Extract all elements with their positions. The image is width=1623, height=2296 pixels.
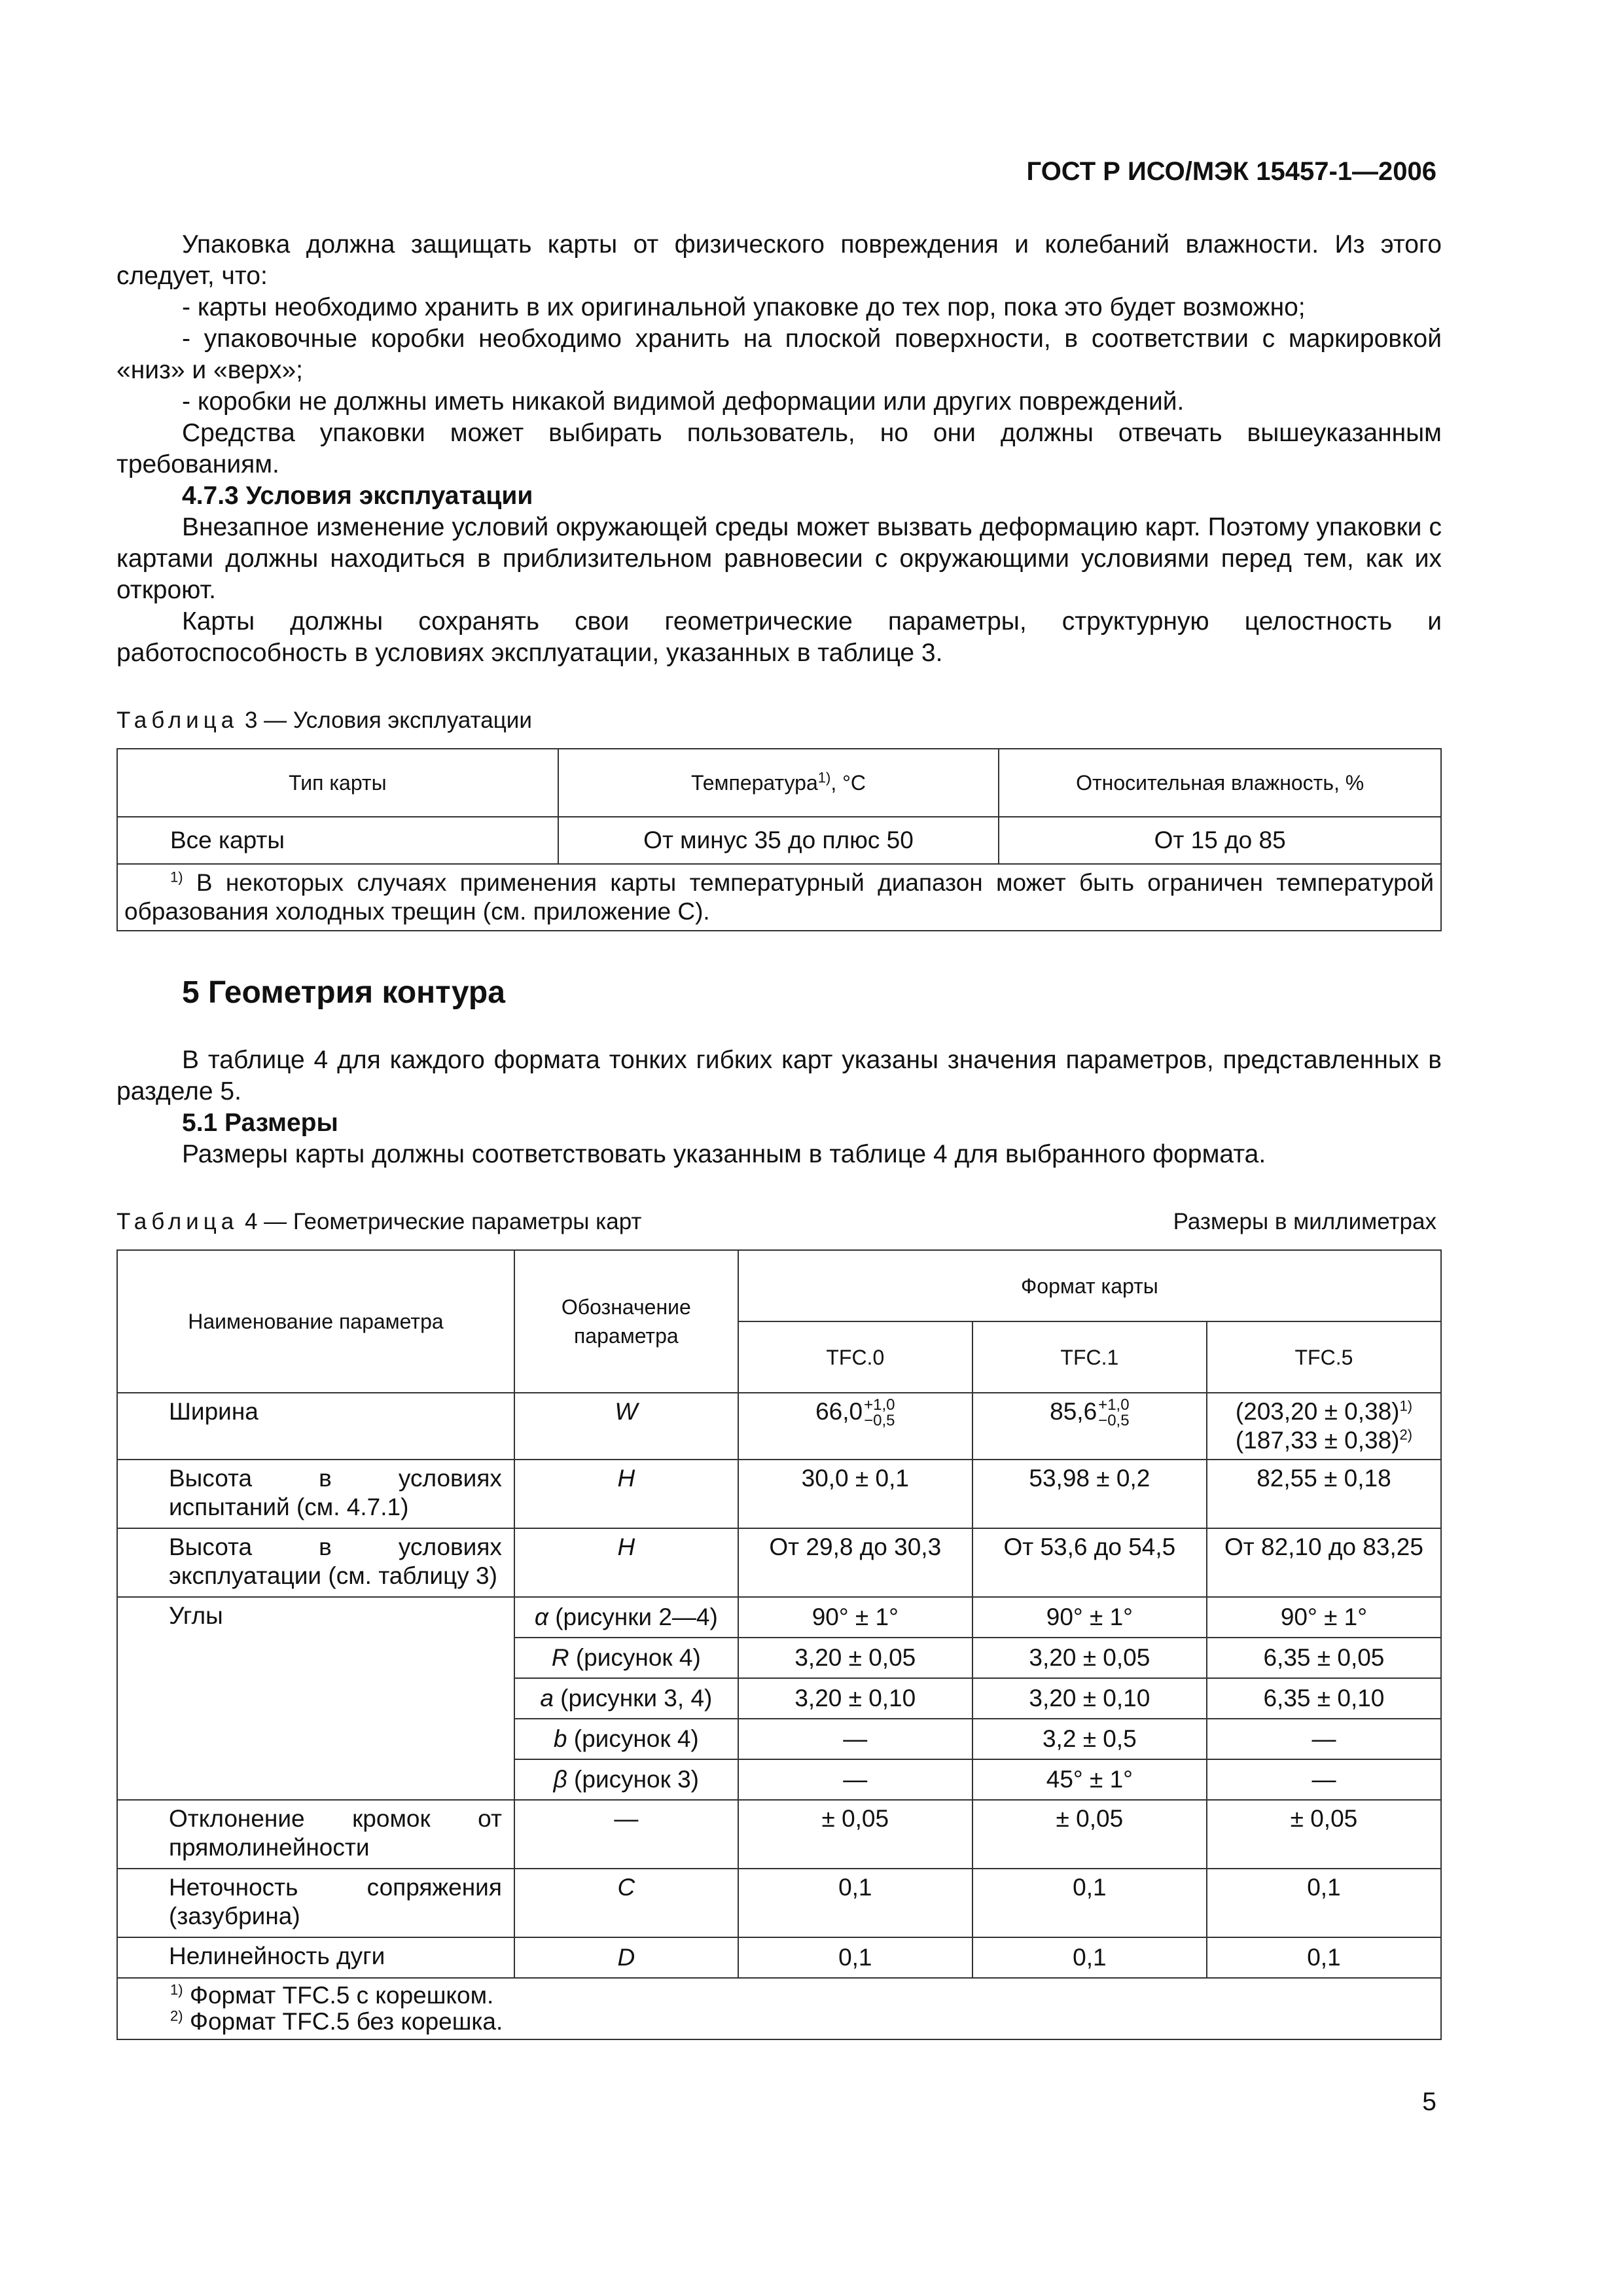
section-title: 5 Геометрия контура (182, 975, 505, 1010)
paragraph: Размеры карты должны соответствовать указанным в таблице 4 для выбранного формата. (182, 1140, 1266, 1168)
table-row (117, 1937, 1441, 1978)
geometry-table (116, 1249, 1442, 2040)
param-symbol: H (514, 1528, 738, 1597)
header-parameter-name: Наименование параметра (117, 1250, 514, 1393)
list-item: - упаковочные коробки необходимо хранить на плоской поверхности, в соответствии с маркировкой «низ» и «верх»; (116, 325, 1442, 384)
header-tfc0: TFC.0 (738, 1321, 972, 1393)
table-footnote: $^{1)}$ В некоторых случаях применения карты температурный диапазон может быть ограничен температурой образования холодных трещин (см. приложение С). (117, 864, 1441, 931)
paragraph: Внезапное изменение условий окружающей среды может вызвать деформацию карт. Поэтому упаковки с картами должны находиться в приблизительном равновесии с окружающими условиями перед тем, как их откроют. (116, 513, 1442, 604)
table-row (117, 1460, 1441, 1528)
value-tfc0: 0,1 (738, 1869, 972, 1937)
header-tfc1: TFC.1 (972, 1321, 1207, 1393)
caption-word: Таблица (116, 1209, 239, 1234)
value-tfc1: От 53,6 до 54,5 (972, 1528, 1207, 1597)
param-symbol: D (514, 1937, 738, 1978)
param-symbol: a (рисунки 3, 4) (514, 1678, 738, 1719)
list-item: - карты необходимо хранить в их оригинальной упаковке до тех пор, пока это будет возможно; (182, 293, 1306, 321)
value-tfc5: ± 0,05 (1207, 1800, 1441, 1869)
conditions-table (116, 748, 1442, 931)
param-symbol: α (рисунки 2—4) (514, 1597, 738, 1638)
value-tfc5: $(203,20 \pm 0,38)^{1)}$ $(187,33 \pm 0,38)^{2)}$ (1207, 1393, 1441, 1460)
value-tfc1: 45° ± 1° (972, 1759, 1207, 1800)
value-tfc1: 0,1 (972, 1869, 1207, 1937)
param-name: Нелинейность дуги (117, 1937, 514, 1978)
value-tfc1: 3,20 ± 0,05 (972, 1638, 1207, 1678)
value-tfc0: От 29,8 до 30,3 (738, 1528, 972, 1597)
param-name: Неточность сопряжения (зазубрина) (117, 1869, 514, 1937)
list-item: - коробки не должны иметь никакой видимой деформации или других повреждений. (182, 387, 1185, 416)
paragraph: В таблице 4 для каждого формата тонких гибких карт указаны значения параметров, представленных в разделе 5. (116, 1046, 1442, 1105)
value-tfc1: ± 0,05 (972, 1800, 1207, 1869)
value-tfc0: — (738, 1759, 972, 1800)
value-tfc5: 6,35 ± 0,05 (1207, 1638, 1441, 1678)
value-tfc5: От 82,10 до 83,25 (1207, 1528, 1441, 1597)
page-content (116, 229, 1442, 2040)
param-symbol: W (514, 1393, 738, 1460)
value-tfc0: ± 0,05 (738, 1800, 972, 1869)
footnote: $^{1)}$ Формат TFC.5 с корешком. (170, 1981, 494, 2009)
caption-text: 3 — Условия эксплуатации (244, 708, 532, 733)
table-row (117, 1869, 1441, 1937)
document-header: ГОСТ Р ИСО/МЭК 15457-1—2006 (1026, 157, 1436, 186)
value-tfc1: 3,2 ± 0,5 (972, 1719, 1207, 1759)
table-footnotes (117, 1978, 1441, 2039)
param-name: Ширина (117, 1393, 514, 1460)
value-tfc1: 90° ± 1° (972, 1597, 1207, 1638)
header-tfc5: TFC.5 (1207, 1321, 1441, 1393)
page-number: 5 (1422, 2088, 1436, 2116)
paragraph: Средства упаковки может выбирать пользователь, но они должны отвечать вышеуказанным требованиям. (116, 419, 1442, 478)
table-row (117, 1597, 1441, 1638)
value-tfc0: 90° ± 1° (738, 1597, 972, 1638)
header-format: Формат карты (738, 1250, 1441, 1321)
table-caption (116, 1206, 1442, 1238)
value-tfc1: 3,20 ± 0,10 (972, 1678, 1207, 1719)
value-tfc0: 3,20 ± 0,10 (738, 1678, 972, 1719)
subsection-heading: 5.1 Размеры (182, 1109, 338, 1137)
units-note: Размеры в миллиметрах (1173, 1209, 1436, 1234)
header-symbol: Обозначение параметра (514, 1250, 738, 1393)
value-tfc5: — (1207, 1719, 1441, 1759)
subsection-heading: 4.7.3 Условия эксплуатации (182, 482, 533, 510)
caption-word: Таблица (116, 708, 239, 733)
param-symbol: H (514, 1460, 738, 1528)
footnote: $^{2)}$ Формат TFC.5 без корешка. (170, 2007, 503, 2035)
value-tfc0: 0,1 (738, 1937, 972, 1978)
paragraph: Карты должны сохранять свои геометрические параметры, структурную целостность и работоспособность в условиях эксплуатации, указанных в таблице 3. (116, 607, 1442, 667)
value-tfc5: 6,35 ± 0,10 (1207, 1678, 1441, 1719)
value-tfc0: 3,20 ± 0,05 (738, 1638, 972, 1678)
param-name: Углы (117, 1597, 514, 1800)
header-humidity: Относительная влажность, % (999, 749, 1441, 817)
param-name: Высота в условиях эксплуатации (см. таблицу 3) (117, 1528, 514, 1597)
param-symbol: C (514, 1869, 738, 1937)
value-tfc0: 30,0 ± 0,1 (738, 1460, 972, 1528)
table-row (117, 817, 1441, 864)
header-card-type: Тип карты (117, 749, 558, 817)
cell-temperature: От минус 35 до плюс 50 (558, 817, 999, 864)
table-row (117, 1393, 1441, 1460)
param-symbol: β (рисунок 3) (514, 1759, 738, 1800)
caption-text: 4 — Геометрические параметры карт (244, 1209, 642, 1234)
table-row (117, 1800, 1441, 1869)
param-name: Отклонение кромок от прямолинейности (117, 1800, 514, 1869)
value-tfc5: — (1207, 1759, 1441, 1800)
table-row (117, 1528, 1441, 1597)
value-tfc0: 66,0+1,0 −0,5 (738, 1393, 972, 1460)
table-caption (116, 705, 1442, 736)
value-tfc5: 90° ± 1° (1207, 1597, 1441, 1638)
value-tfc1: 0,1 (972, 1937, 1207, 1978)
value-tfc5: 0,1 (1207, 1937, 1441, 1978)
param-symbol: b (рисунок 4) (514, 1719, 738, 1759)
value-tfc5: 82,55 ± 0,18 (1207, 1460, 1441, 1528)
param-symbol: R (рисунок 4) (514, 1638, 738, 1678)
header-temperature: Температура$^{1)}$, °C (558, 749, 999, 817)
cell-card-type: Все карты (117, 817, 558, 864)
value-tfc1: 53,98 ± 0,2 (972, 1460, 1207, 1528)
cell-humidity: От 15 до 85 (999, 817, 1441, 864)
value-tfc1: 85,6+1,0 −0,5 (972, 1393, 1207, 1460)
paragraph: Упаковка должна защищать карты от физического повреждения и колебаний влажности. Из этого следует, что: (116, 230, 1442, 290)
param-name: Высота в условиях испытаний (см. 4.7.1) (117, 1460, 514, 1528)
value-tfc5: 0,1 (1207, 1869, 1441, 1937)
param-symbol: — (514, 1800, 738, 1869)
value-tfc0: — (738, 1719, 972, 1759)
